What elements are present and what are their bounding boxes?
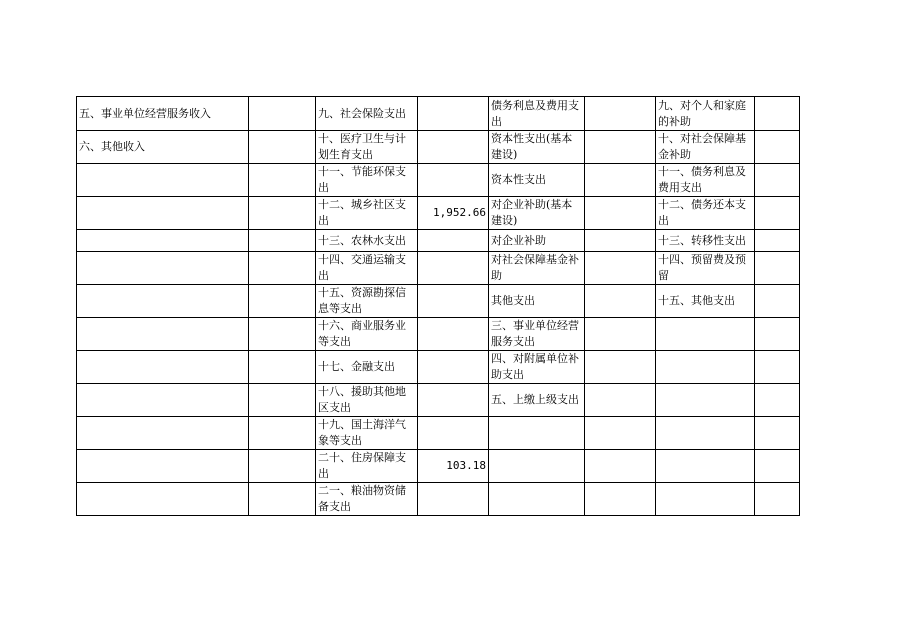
expenditure-economic-cell: 三、事业单位经营服务支出 (489, 318, 585, 351)
expenditure-category-cell (656, 384, 755, 417)
revenue-item-cell (77, 285, 249, 318)
expenditure-economic-cell (489, 483, 585, 516)
expenditure-function-cell: 十八、援助其他地区支出 (316, 384, 418, 417)
revenue-amount-cell (249, 417, 316, 450)
economic-amount-cell (585, 318, 656, 351)
economic-amount-cell (585, 285, 656, 318)
category-amount-cell (755, 97, 800, 131)
category-amount-cell (755, 164, 800, 197)
function-amount-cell (418, 164, 489, 197)
category-amount-cell (755, 351, 800, 384)
revenue-amount-cell (249, 285, 316, 318)
economic-amount-cell (585, 351, 656, 384)
expenditure-function-cell: 十一、节能环保支出 (316, 164, 418, 197)
revenue-item-cell (77, 417, 249, 450)
revenue-amount-cell (249, 131, 316, 164)
revenue-amount-cell (249, 252, 316, 285)
economic-amount-cell (585, 131, 656, 164)
revenue-item-cell (77, 164, 249, 197)
expenditure-economic-cell: 四、对附属单位补助支出 (489, 351, 585, 384)
budget-table (76, 96, 800, 516)
expenditure-function-cell: 十七、金融支出 (316, 351, 418, 384)
revenue-item-cell (77, 483, 249, 516)
category-amount-cell (755, 384, 800, 417)
function-amount-cell (418, 131, 489, 164)
expenditure-category-cell: 十一、债务利息及费用支出 (656, 164, 755, 197)
expenditure-function-cell: 十、医疗卫生与计划生育支出 (316, 131, 418, 164)
economic-amount-cell (585, 97, 656, 131)
table-row (77, 97, 800, 131)
table-row (77, 285, 800, 318)
economic-amount-cell (585, 197, 656, 230)
table-row (77, 164, 800, 197)
revenue-amount-cell (249, 97, 316, 131)
expenditure-economic-cell (489, 450, 585, 483)
table-row (77, 318, 800, 351)
table-row (77, 450, 800, 483)
expenditure-category-cell (656, 417, 755, 450)
revenue-item-cell (77, 450, 249, 483)
expenditure-function-cell: 九、社会保险支出 (316, 97, 418, 131)
expenditure-function-cell: 十四、交通运输支出 (316, 252, 418, 285)
category-amount-cell (755, 230, 800, 252)
expenditure-function-cell: 十三、农林水支出 (316, 230, 418, 252)
revenue-amount-cell (249, 164, 316, 197)
category-amount-cell (755, 318, 800, 351)
function-amount-cell (418, 417, 489, 450)
revenue-item-cell (77, 197, 249, 230)
table-row (77, 131, 800, 164)
function-amount-cell (418, 483, 489, 516)
economic-amount-cell (585, 483, 656, 516)
category-amount-cell (755, 483, 800, 516)
revenue-amount-cell (249, 384, 316, 417)
revenue-amount-cell (249, 230, 316, 252)
expenditure-economic-cell (489, 417, 585, 450)
expenditure-category-cell: 十三、转移性支出 (656, 230, 755, 252)
expenditure-category-cell (656, 483, 755, 516)
function-amount-cell (418, 285, 489, 318)
table-row (77, 197, 800, 230)
function-amount-cell (418, 351, 489, 384)
table-row (77, 230, 800, 252)
expenditure-category-cell: 十、对社会保障基金补助 (656, 131, 755, 164)
revenue-item-cell (77, 384, 249, 417)
expenditure-category-cell (656, 450, 755, 483)
expenditure-function-cell: 二一、粮油物资储备支出 (316, 483, 418, 516)
function-amount-cell (418, 230, 489, 252)
function-amount-cell (418, 97, 489, 131)
category-amount-cell (755, 285, 800, 318)
expenditure-category-cell (656, 351, 755, 384)
revenue-item-cell (77, 230, 249, 252)
expenditure-category-cell: 十二、债务还本支出 (656, 197, 755, 230)
expenditure-category-cell (656, 318, 755, 351)
category-amount-cell (755, 131, 800, 164)
category-amount-cell (755, 197, 800, 230)
expenditure-function-cell: 十九、国土海洋气象等支出 (316, 417, 418, 450)
expenditure-function-cell: 十五、资源勘探信息等支出 (316, 285, 418, 318)
category-amount-cell (755, 450, 800, 483)
revenue-amount-cell (249, 351, 316, 384)
economic-amount-cell (585, 450, 656, 483)
revenue-amount-cell (249, 483, 316, 516)
category-amount-cell (755, 252, 800, 285)
function-amount-cell (418, 384, 489, 417)
expenditure-economic-cell: 资本性支出 (489, 164, 585, 197)
expenditure-category-cell: 十五、其他支出 (656, 285, 755, 318)
expenditure-function-cell: 二十、住房保障支出 (316, 450, 418, 483)
economic-amount-cell (585, 230, 656, 252)
economic-amount-cell (585, 417, 656, 450)
expenditure-economic-cell: 五、上缴上级支出 (489, 384, 585, 417)
expenditure-economic-cell: 对企业补助(基本建设) (489, 197, 585, 230)
expenditure-economic-cell: 对社会保障基金补助 (489, 252, 585, 285)
expenditure-category-cell: 九、对个人和家庭的补助 (656, 97, 755, 131)
table-row (77, 483, 800, 516)
revenue-amount-cell (249, 318, 316, 351)
category-amount-cell (755, 417, 800, 450)
expenditure-economic-cell: 债务利息及费用支出 (489, 97, 585, 131)
function-amount-cell: 1,952.66 (418, 197, 489, 230)
expenditure-economic-cell: 其他支出 (489, 285, 585, 318)
revenue-amount-cell (249, 450, 316, 483)
expenditure-category-cell: 十四、预留费及预留 (656, 252, 755, 285)
revenue-amount-cell (249, 197, 316, 230)
revenue-item-cell (77, 318, 249, 351)
table-row (77, 384, 800, 417)
function-amount-cell (418, 252, 489, 285)
function-amount-cell: 103.18 (418, 450, 489, 483)
expenditure-economic-cell: 对企业补助 (489, 230, 585, 252)
table-row (77, 417, 800, 450)
table-row (77, 351, 800, 384)
function-amount-cell (418, 318, 489, 351)
revenue-item-cell: 五、事业单位经营服务收入 (77, 97, 249, 131)
economic-amount-cell (585, 384, 656, 417)
expenditure-function-cell: 十六、商业服务业等支出 (316, 318, 418, 351)
table-row (77, 252, 800, 285)
revenue-item-cell (77, 351, 249, 384)
revenue-item-cell (77, 252, 249, 285)
revenue-item-cell: 六、其他收入 (77, 131, 249, 164)
expenditure-economic-cell: 资本性支出(基本建设) (489, 131, 585, 164)
economic-amount-cell (585, 164, 656, 197)
economic-amount-cell (585, 252, 656, 285)
expenditure-function-cell: 十二、城乡社区支出 (316, 197, 418, 230)
